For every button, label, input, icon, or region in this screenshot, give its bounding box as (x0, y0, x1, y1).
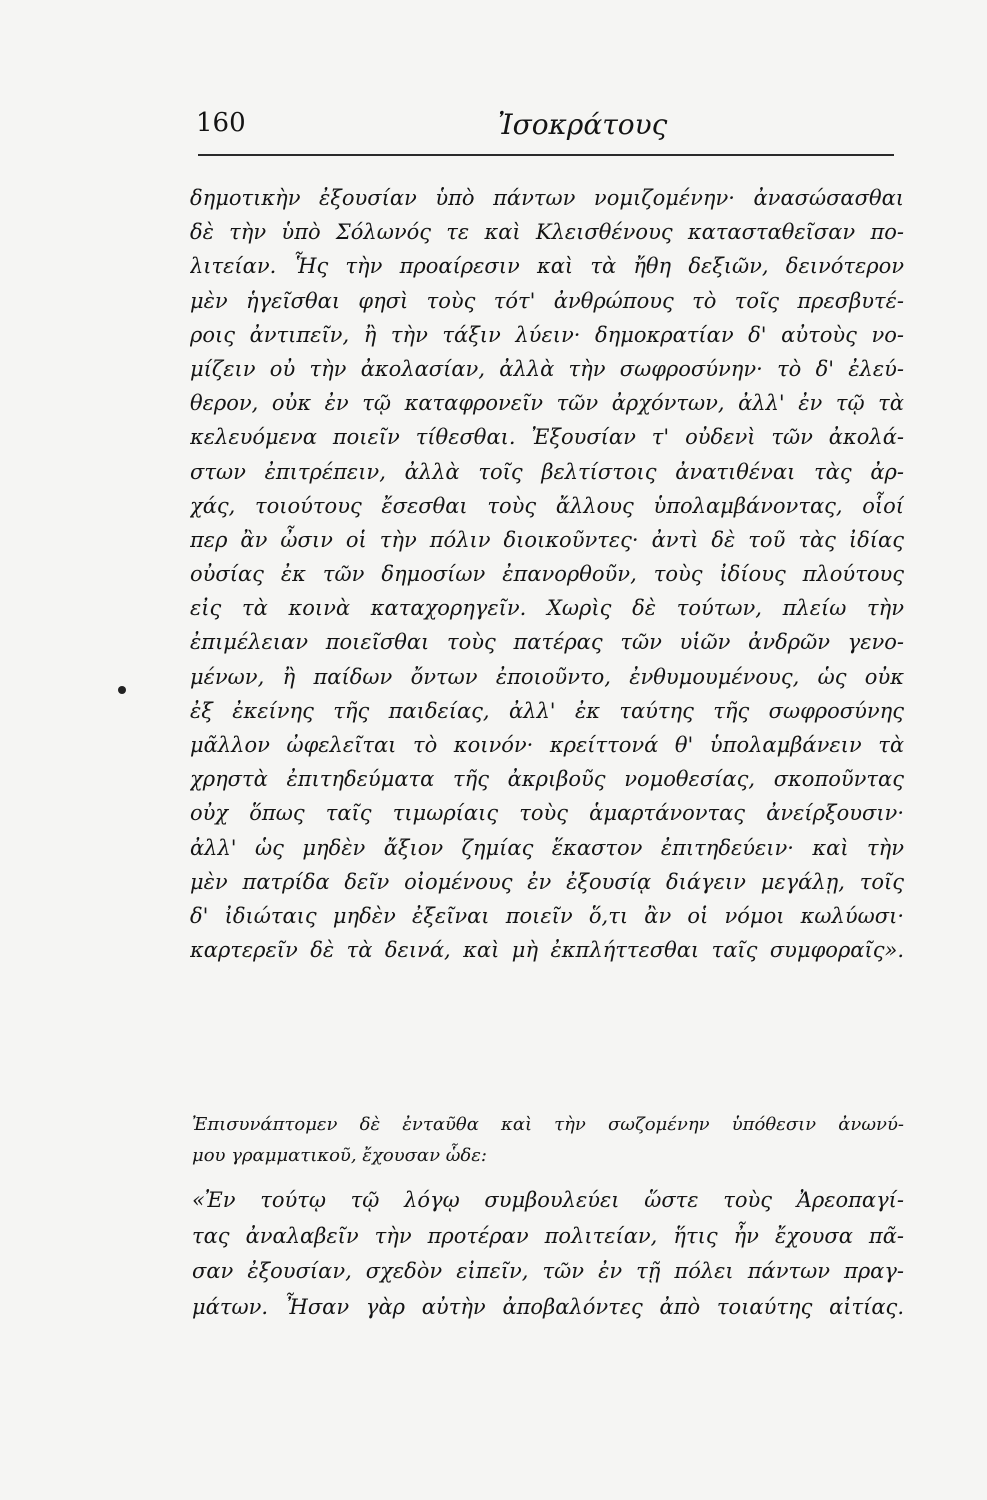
text-line: δημοτικὴν ἐξουσίαν ὑπὸ πάντων νομιζομένην· ἀνασώσασθαι (190, 186, 904, 210)
text-line: μίζειν οὐ τὴν ἀκολασίαν, ἀλλὰ τὴν σωφροσύνην· τὸ δ' ἐλεύ- (190, 356, 904, 381)
text-line: μᾶλλον ὠφελεῖται τὸ κοινόν· κρείττονά θ' ὑπολαμβάνειν τὰ (190, 733, 904, 757)
note-line: Ἐπισυνάπτομεν δὲ ἐνταῦθα καὶ τὴν σωζομένην ὑπόθεσιν ἀνωνύ- (192, 1114, 904, 1135)
quote-line: τας ἀναλαβεῖν τὴν προτέραν πολιτείαν, ἥτις ἦν ἔχουσα πᾶ- (192, 1223, 904, 1248)
text-line: θερον, οὐκ ἐν τῷ καταφρονεῖν τῶν ἀρχόντων, ἀλλ' ἐν τῷ τὰ (190, 391, 904, 416)
main-text (190, 181, 904, 967)
text-line: ἐπιμέλειαν ποιεῖσθαι τοὺς πατέρας τῶν υἱῶν ἀνδρῶν γενο- (190, 630, 904, 655)
text-line: μὲν ἡγεῖσθαι φησὶ τοὺς τότ' ἀνθρώπους τὸ τοῖς πρεσβυτέ- (190, 288, 904, 313)
text-line: ροις ἀντιπεῖν, ἢ τὴν τάξιν λύειν· δημοκρατίαν δ' αὐτοὺς νο- (190, 322, 904, 347)
text-line: ἀλλ' ὡς μηδὲν ἄξιον ζημίας ἕκαστον ἐπιτηδεύειν· καὶ τὴν (190, 835, 904, 860)
text-line: δὲ τὴν ὑπὸ Σόλωνός τε καὶ Κλεισθένους κατασταθεῖσαν πο- (190, 220, 904, 245)
hypothesis-quote (192, 1183, 904, 1325)
text-line: χρηστὰ ἐπιτηδεύματα τῆς ἀκριβοῦς νομοθεσίας, σκοποῦντας (190, 767, 904, 792)
text-line: εἰς τὰ κοινὰ καταχορηγεῖν. Χωρὶς δὲ τούτων, πλείω τὴν (190, 596, 904, 621)
quote-line: «Ἐν τούτῳ τῷ λόγῳ συμβουλεύει ὥστε τοὺς Ἀρεοπαγί- (192, 1188, 904, 1212)
text-line: μένων, ἢ παίδων ὄντων ἐποιοῦντο, ἐνθυμουμένους, ὡς οὐκ (190, 664, 904, 689)
text-line: δ' ἰδιώταις μηδὲν ἐξεῖναι ποιεῖν ὅ,τι ἂν οἱ νόμοι κωλύωσι· (190, 903, 904, 928)
ink-dot-mark (118, 686, 126, 694)
text-line: λιτείαν. Ἧς τὴν προαίρεσιν καὶ τὰ ἤθη δεξιῶν, δεινότερον (190, 254, 904, 279)
running-title: Ἰσοκράτους (498, 108, 668, 141)
text-line: περ ἂν ὦσιν οἱ τὴν πόλιν διοικοῦντες· ἀντὶ δὲ τοῦ τὰς ἰδίας (190, 527, 904, 552)
text-line: καρτερεῖν δὲ τὰ δεινά, καὶ μὴ ἐκπλήττεσθαι ταῖς συμφοραῖς». (190, 938, 904, 963)
text-line: στων ἐπιτρέπειν, ἀλλὰ τοῖς βελτίστοις ἀνατιθέναι τὰς ἀρ- (190, 459, 904, 484)
text-line: ἐξ ἐκείνης τῆς παιδείας, ἀλλ' ἐκ ταύτης τῆς σωφροσύνης (190, 698, 904, 723)
header-rule (198, 154, 894, 156)
text-line: μὲν πατρίδα δεῖν οἰομένους ἐν ἐξουσίᾳ διάγειν μεγάλῃ, τοῖς (190, 869, 904, 894)
text-line: χάς, τοιούτους ἔσεσθαι τοὺς ἄλλους ὑπολαμβάνοντας, οἷοί (190, 493, 904, 518)
page-header (188, 108, 900, 148)
quote-line: σαν ἐξουσίαν, σχεδὸν εἰπεῖν, τῶν ἐν τῇ πόλει πάντων πραγ- (192, 1259, 904, 1283)
editor-note (192, 1109, 904, 1171)
quote-line: μάτων. Ἦσαν γὰρ αὐτὴν ἀποβαλόντες ἀπὸ τοιαύτης αἰτίας. (192, 1294, 904, 1319)
page-number: 160 (196, 108, 246, 138)
text-line: οὐχ ὅπως ταῖς τιμωρίαις τοὺς ἁμαρτάνοντας ἀνείρξουσιν· (190, 801, 904, 826)
note-line: μου γραμματικοῦ, ἔχουσαν ὧδε: (192, 1145, 487, 1166)
text-line: οὐσίας ἐκ τῶν δημοσίων ἐπανορθοῦν, τοὺς ἰδίους πλούτους (190, 562, 904, 587)
text-line: κελευόμενα ποιεῖν τίθεσθαι. Ἐξουσίαν τ' οὐδενὶ τῶν ἀκολά- (190, 425, 904, 450)
